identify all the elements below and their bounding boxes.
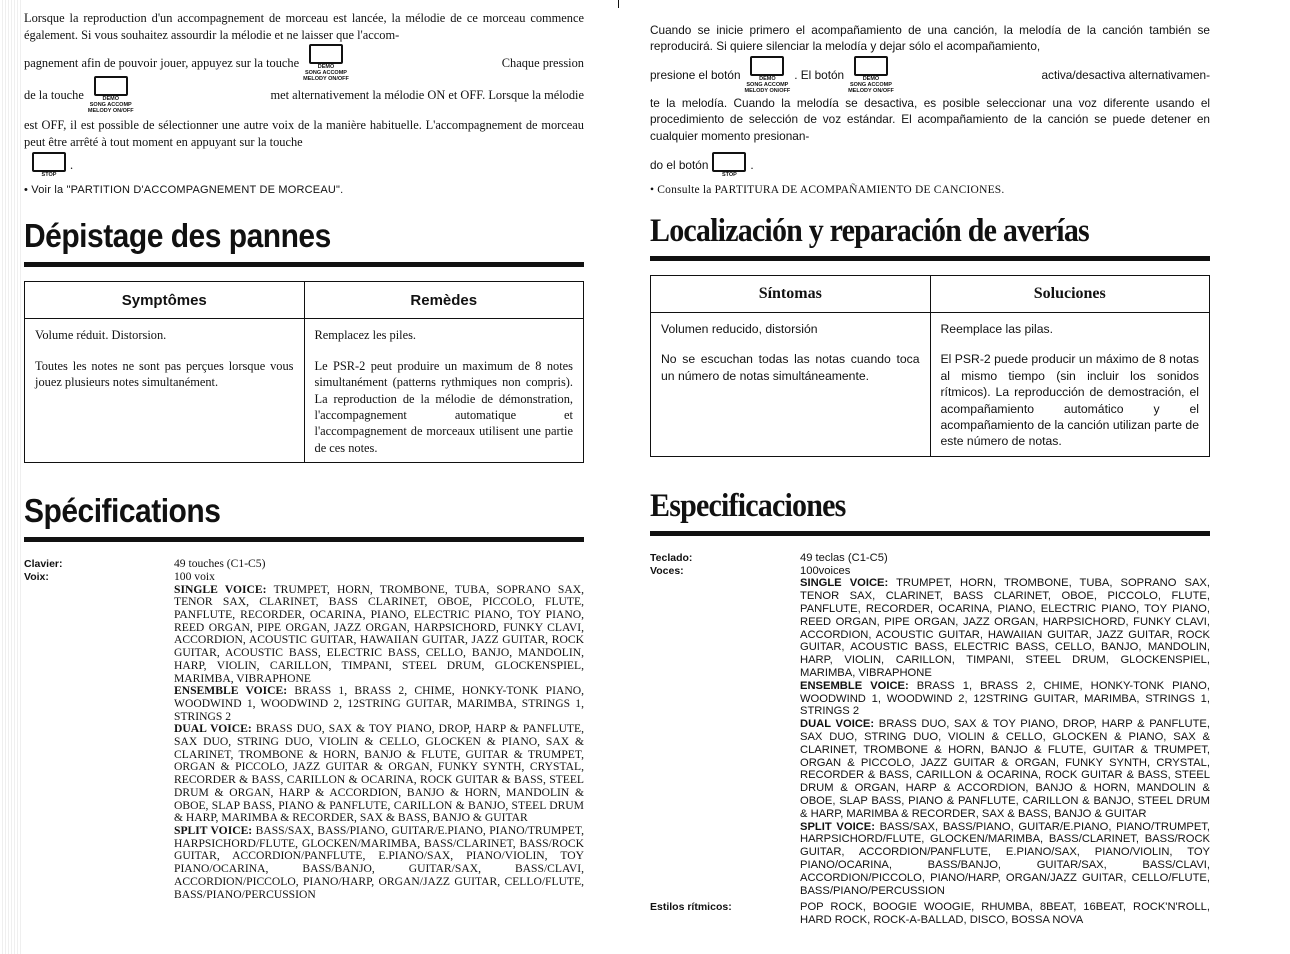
demo-key-icon: DEMO SONG ACCOMP MELODY ON/OFF [848,56,894,94]
section-rule [24,537,584,542]
spec-label: Voix: [24,570,49,583]
specifications-list [24,558,584,901]
spec-value-voices: 100 voix SINGLE VOICE: TRUMPET, HORN, TROMBONE, TUBA, SOPRANO SAX, TENOR SAX, CLARINET, BASS CLARINET, OBOE, PICCOLO, FLUTE, PANFLUTE, RECORDER, OCARINA, PIANO, ELECTRIC PIANO, TOY PIANO, REED ORGAN, PIPE ORGAN, JAZZ ORGAN, HARPSICHORD, FUNKY CLAVI, ACCORDION, ACOUSTIC GUITAR, HAWAIIAN GUITAR, JAZZ GUITAR, ROCK GUITAR, ACOUSTIC BASS, ELECTRIC BASS, CELLO, BANJO, MANDOLIN, HARP, VIOLIN, CARILLON, TIMPANI, STEEL DRUM, GLOCKENSPIEL, MARIMBA, VIBRAPHONE ENSEMBLE VOICE: BRASS 1, BRASS 2, CHIME, HONKY-TONK PIANO, WOODWIND 1, WOODWIND 2, 12STRING GUITAR, MARIMBA, STRINGS 1, STRINGS 2 DUAL VOICE: BRASS DUO, SAX & TOY PIANO, DROP, HARP & PANFLUTE, SAX DUO, STRING DUO, VIOLIN & CELLO, GLOCKEN & PIANO, SAX & CLARINET, TROMBONE & HORN, BANJO & FLUTE, GUITAR & TRUMPET, ORGAN & PICCOLO, JAZZ GUITAR & ORGAN, FUNKY SYNTH, CRYSTAL, RECORDER & BASS, CARILLON & OCARINA, ROCK GUITAR & BASS, STEEL DRUM & ORGAN, HARP & ACCORDION, BANJO & HORN, MANDOLIN & OBOE, SLAP BASS, PIANO & PANFLUTE, CARILLON & BANJO, STEEL DRUM & HARP, MARIMBA & RECORDER, SAX & BASS, BANJO & GUITAR SPLIT VOICE: BASS/SAX, BASS/PIANO, GUITAR/E.PIANO, PIANO/TRUMPET, HARPSICHORD/FLUTE, GLOCKEN/MARIMBA, BASS/CLARINET, BASS/ROCK GUITAR, ACCORDION/PANFLUTE, E.PIANO/SAX, PIANO/VIOLIN, TOY PIANO/OCARINA, BASS/BANJO, GUITAR/SAX, BASS/CLAVI, ACCORDION/PICCOLO, PIANO/HARP, ORGAN/JAZZ GUITAR, CELLO/FLUTE, BASS/PIANO/PERCUSSION [174,569,584,901]
section-rule [650,531,1210,536]
reference-note: • Voir la "PARTITION D'ACCOMPAGNEMENT DE MORCEAU". [24,184,344,197]
section-title-specifications: Spécifications [24,493,221,531]
instruction-line-a [24,47,584,83]
instruction-text: met alternativement la mélodie ON et OFF. Lorsque la mélodie [270,87,584,102]
intro-paragraph: Lorsque la reproduction d'un accompagnement de morceau est lancée, la mélodie de ce morceau commence également. Si vous souhaitez assourdir la mélodie et ne laisser que l'accom- [24,11,584,42]
solution-1: Reemplace las pilas. [940,322,1053,337]
spec-value-voices: 100voices SINGLE VOICE: TRUMPET, HORN, TROMBONE, TUBA, SOPRANO SAX, TENOR SAX, CLARINET, BASS CLARINET, OBOE, PICCOLO, FLUTE, PANFLUTE, RECORDER, OCARINA, PIANO, ELECTRIC PIANO, TOY PIANO, REED ORGAN, PIPE ORGAN, JAZZ ORGAN, HARPSICHORD, FUNKY CLAVI, ACCORDION, ACOUSTIC GUITAR, HAWAIIAN GUITAR, JAZZ GUITAR, ROCK GUITAR, ACOUSTIC BASS, ELECTRIC BASS, CELLO, BANJO, MANDOLIN, HARP, VIOLIN, CARILLON, TIMPANI, STEEL DRUM, GLOCKENSPIEL, MARIMBA, VIBRAPHONE ENSEMBLE VOICE: BRASS 1, BRASS 2, CHIME, HONKY-TONK PIANO, WOODWIND 1, WOODWIND 2, 12STRING GUITAR, MARIMBA, STRINGS 1, STRINGS 2 DUAL VOICE: BRASS DUO, SAX & TOY PIANO, DROP, HARP & PANFLUTE, SAX DUO, STRING DUO, VIOLIN & CELLO, GLOCKEN & PIANO, SAX & CLARINET, TROMBONE & HORN, BANJO & FLUTE, GUITAR & TRUMPET, ORGAN & PICCOLO, JAZZ GUITAR & ORGAN, FUNKY SYNTH, CRYSTAL, RECORDER & BASS, CARILLON & OCARINA, ROCK GUITAR & BASS, STEEL DRUM & ORGAN, HARP & ACCORDION, BANJO & HORN, MANDOLIN & OBOE, SLAP BASS, PIANO & PANFLUTE, CARILLON & BANJO, STEEL DRUM & HARP, MARIMBA & RECORDER, SAX & BASS, BANJO & GUITAR SPLIT VOICE: BASS/SAX, BASS/PIANO, GUITAR/E.PIANO, PIANO/TRUMPET, HARPSICHORD/FLUTE, GLOCKEN/MARIMBA, BASS/CLARINET, BASS/ROCK GUITAR, ACCORDION/PANFLUTE, E.PIANO/SAX, PIANO/VIOLIN, TOY PIANO/OCARINA, BASS/BANJO, GUITAR/SAX, BASS/CLAVI, ACCORDION/PICCOLO, PIANO/HARP, ORGAN/JAZZ GUITAR, CELLO/FLUTE, BASS/PIANO/PERCUSSION [800,564,1210,897]
stop-line-end: . [750,158,754,173]
instruction-text: Chaque pression [501,55,584,70]
intro-paragraph: Cuando se inicie primero el acompañamiento de una canción, la melodía de la canción también se reproducirá. Si quiere silenciar la melodía y dejar sólo el acompañamiento, [650,23,1210,54]
instruction-text: . El botón [794,67,845,82]
stop-key-icon: STOP [712,152,746,178]
table-header-solutions: Soluciones [930,276,1210,313]
binding-shadow [0,0,22,954]
section-title-troubleshooting: Dépistage des pannes [24,218,331,256]
section-rule [24,262,584,267]
spec-label: Clavier: [24,558,63,571]
symptom-2: Toutes les notes ne sont pas perçues lorsque vous jouez plusieurs notes simultanément. [35,358,294,390]
spec-value: 49 teclas (C1-C5) [800,551,888,564]
page-french [24,0,584,954]
table-row [651,313,1210,457]
solution-2: El PSR-2 puede producir un máximo de 8 notas al mismo tiempo (sin incluir los sonidos rítmicos). La reproducción de demostración, el acompañamiento automático y el acompañamiento de la canción utilizan parte de este número de notas. [940,352,1199,449]
specifications-list [650,552,1210,927]
instruction-text: de la touche [24,87,84,102]
spec-value: 49 touches (C1-C5) [174,557,266,571]
instruction-text: pagnement afin de pouvoir jouer, appuyez sur la touche [24,55,300,70]
spec-value: POP ROCK, BOOGIE WOOGIE, RHUMBA, 8BEAT, 16BEAT, ROCK'N'ROLL, HARD ROCK, ROCK-A-BALLAD, DISCO, BOSSA NOVA [800,901,1210,927]
spec-label: Estilos rítmicos: [650,901,732,914]
section-title-specifications: Especificaciones [650,487,846,524]
remedy-2: Le PSR-2 peut produire un maximum de 8 notes simultanément (patterns rythmiques non compris). La reproduction de la mélodie de démonstration, l'accompagnement automatique et l'accompagnement de morceaux utilisent une partie de ces notes. [314,358,573,455]
stop-line-end: . [70,157,74,172]
stop-line [650,150,1210,180]
demo-key-icon: DEMO SONG ACCOMP MELODY ON/OFF [745,56,791,94]
table-row [25,319,584,463]
section-title-troubleshooting: Localización y reparación de averías [650,212,1089,249]
instruction-text: presione el botón [650,67,741,82]
spec-label: Voces: [650,564,684,577]
center-fold-mark [618,0,619,8]
reference-note: • Consulte la PARTITURA DE ACOMPAÑAMIENTO DE CANCIONES. [650,184,1005,197]
troubleshooting-table [650,275,1210,457]
section-rule [650,256,1210,261]
stop-key-icon: STOP [32,152,66,178]
symptom-1: Volume réduit. Distorsion. [35,328,167,343]
spec-label: Teclado: [650,551,693,564]
body-paragraph: te la melodía. Cuando la melodía se desactiva, es posible seleccionar una voz diferente usando el procedimiento de selección de voz estándar. El acompañamiento de la canción se puede detener en cualquier momento presionan- [650,95,1210,143]
table-header-symptoms: Symptômes [25,282,305,319]
symptom-2: No se escuchan todas las notas cuando toca un número de notas simultáneamente. [661,352,920,383]
instruction-text: do el botón [650,158,709,173]
stop-line [24,150,584,180]
table-header-remedies: Remèdes [304,282,584,319]
instruction-line-a [650,59,1210,94]
instruction-text: activa/desactiva alternativamen- [1041,67,1210,82]
symptom-1: Volumen reducido, distorsión [661,322,818,337]
troubleshooting-table [24,281,584,463]
instruction-line-b [24,79,584,115]
body-paragraph: est OFF, il est possible de sélectionner une autre voix de la manière habituelle. L'accompagnement de morceau peut être arrêté à tout moment en appuyant sur la touche [24,118,584,149]
remedy-1: Remplacez les piles. [314,328,416,343]
page-spanish [650,0,1210,954]
demo-key-icon: DEMO SONG ACCOMP MELODY ON/OFF [303,44,349,82]
table-header-symptoms: Síntomas [651,276,931,313]
demo-key-icon: DEMO SONG ACCOMP MELODY ON/OFF [88,76,134,114]
